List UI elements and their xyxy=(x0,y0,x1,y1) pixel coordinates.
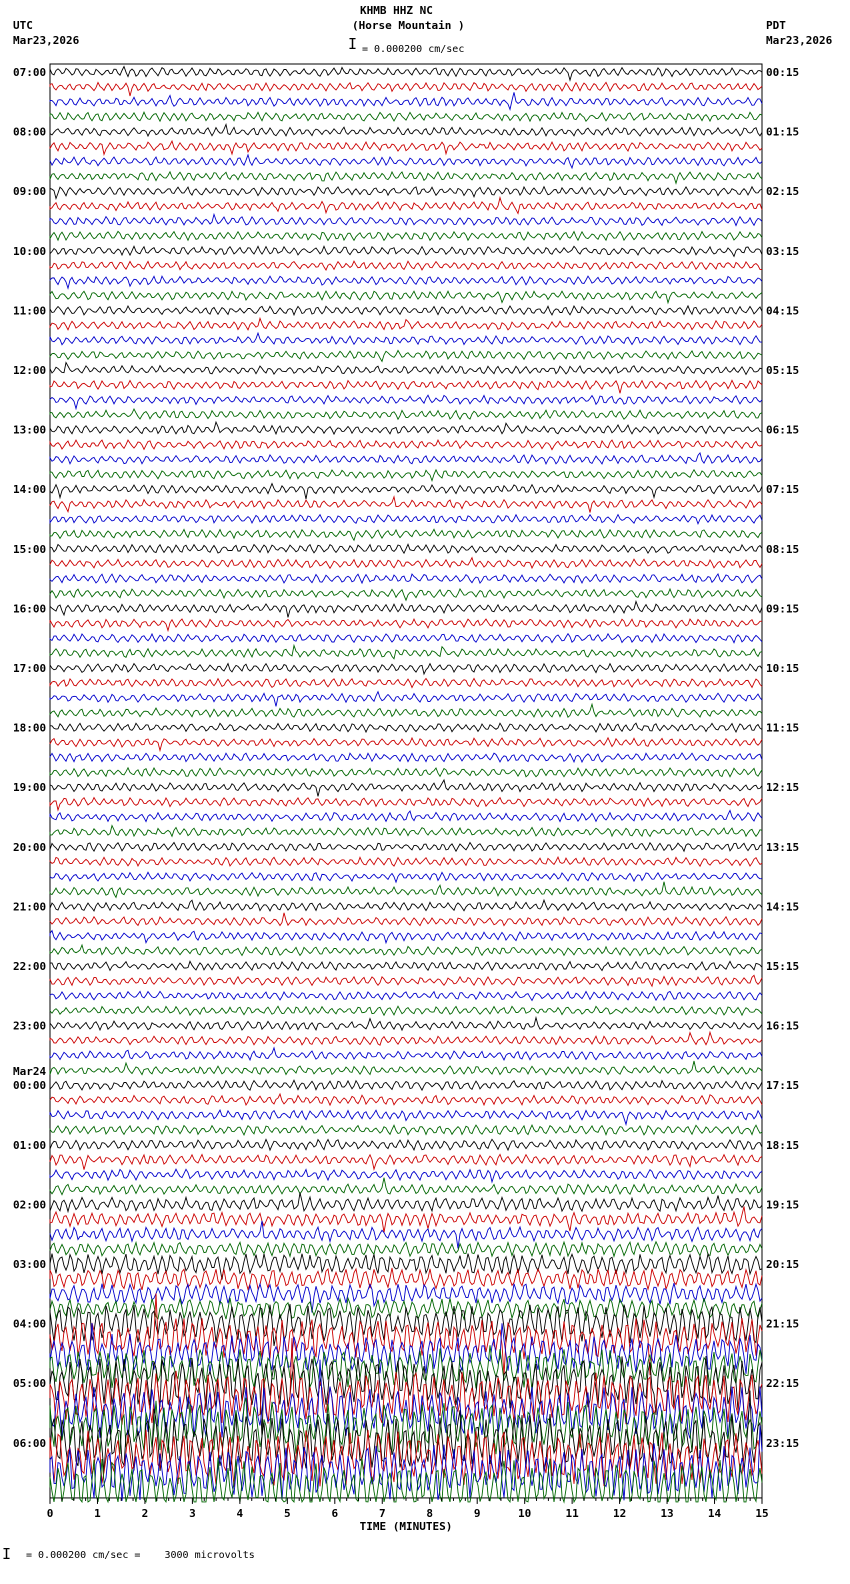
trace-line xyxy=(50,380,762,393)
trace-line xyxy=(50,246,762,256)
pdt-time-label: 14:15 xyxy=(766,900,800,914)
trace-line xyxy=(50,900,762,911)
utc-time-label: 03:00 xyxy=(13,1258,47,1271)
pdt-time-label: 12:15 xyxy=(766,781,800,795)
utc-time-label: 14:00 xyxy=(13,483,47,497)
trace-line xyxy=(50,991,762,1000)
utc-time-label: 22:00 xyxy=(13,960,47,973)
trace-line xyxy=(50,1018,762,1030)
trace-line xyxy=(50,231,762,240)
utc-time-label: 19:00 xyxy=(13,781,47,795)
pdt-time-label: 04:15 xyxy=(766,304,800,318)
trace-line xyxy=(50,634,762,643)
trace-line xyxy=(50,872,762,882)
utc-time-label: 23:00 xyxy=(13,1019,47,1033)
utc-time-label: 09:00 xyxy=(13,185,47,199)
trace-line xyxy=(50,1032,762,1045)
trace-line xyxy=(50,826,762,837)
trace-line xyxy=(50,843,762,852)
x-tick-label: 9 xyxy=(473,1506,481,1520)
trace-line xyxy=(50,409,762,419)
trace-line xyxy=(50,574,762,583)
footer-scale-icon: I xyxy=(2,1545,12,1563)
trace-line xyxy=(50,1242,762,1257)
trace-line xyxy=(50,67,762,81)
trace-line xyxy=(50,1207,762,1233)
utc-time-label: 06:00 xyxy=(13,1436,47,1450)
utc-time-label: 15:00 xyxy=(13,542,47,556)
pdt-time-label: 01:15 xyxy=(766,125,800,139)
trace-line xyxy=(50,679,762,688)
trace-line xyxy=(50,422,762,434)
right-timezone: PDT xyxy=(766,19,786,32)
trace-line xyxy=(50,470,762,481)
trace-line xyxy=(50,529,762,540)
trace-line xyxy=(50,1110,762,1124)
trace-line xyxy=(50,975,762,986)
utc-time-label: 10:00 xyxy=(13,244,47,258)
trace-line xyxy=(50,664,762,674)
trace-line xyxy=(50,753,762,762)
pdt-time-label: 18:15 xyxy=(766,1138,800,1152)
trace-line xyxy=(50,214,762,225)
trace-line xyxy=(50,1154,762,1169)
day-change-label: Mar24 xyxy=(13,1065,47,1079)
pdt-time-label: 09:15 xyxy=(766,602,800,616)
pdt-time-label: 22:15 xyxy=(766,1377,800,1391)
trace-line xyxy=(50,261,762,270)
trace-line xyxy=(50,544,762,553)
trace-line xyxy=(50,857,762,866)
utc-time-label: 00:00 xyxy=(13,1079,47,1093)
trace-line xyxy=(50,318,762,329)
trace-line xyxy=(50,723,762,732)
x-tick-label: 3 xyxy=(189,1506,196,1520)
trace-line xyxy=(50,1139,762,1150)
trace-line xyxy=(50,558,762,569)
trace-line xyxy=(50,82,762,96)
trace-line xyxy=(50,497,762,513)
trace-line xyxy=(50,1094,762,1105)
trace-line xyxy=(50,306,762,315)
utc-time-label: 11:00 xyxy=(13,304,47,318)
pdt-time-label: 02:15 xyxy=(766,185,800,199)
x-tick-label: 14 xyxy=(707,1506,722,1520)
utc-time-label: 02:00 xyxy=(13,1198,47,1212)
x-tick-label: 1 xyxy=(94,1506,101,1520)
utc-time-label: 18:00 xyxy=(13,721,47,735)
trace-line xyxy=(50,141,762,154)
x-axis-label: TIME (MINUTES) xyxy=(359,1519,453,1533)
pdt-time-label: 19:15 xyxy=(766,1198,800,1212)
utc-time-label: 01:00 xyxy=(13,1138,47,1152)
left-timezone: UTC xyxy=(13,19,33,32)
trace-line xyxy=(50,1429,762,1486)
trace-line xyxy=(50,1169,762,1182)
left-date: Mar23,2026 xyxy=(13,34,80,47)
x-tick-label: 8 xyxy=(426,1506,434,1520)
pdt-time-label: 11:15 xyxy=(766,721,800,735)
trace-line xyxy=(50,112,762,121)
trace-line xyxy=(50,913,762,926)
pdt-time-label: 23:15 xyxy=(766,1436,800,1450)
utc-time-label: 07:00 xyxy=(13,66,47,79)
trace-line xyxy=(50,961,762,970)
trace-line xyxy=(50,92,762,109)
trace-line xyxy=(50,1293,762,1375)
pdt-time-label: 08:15 xyxy=(766,542,800,556)
trace-line xyxy=(50,1048,762,1060)
station-location: (Horse Mountain ) xyxy=(352,19,465,32)
trace-line xyxy=(50,1061,762,1075)
utc-time-label: 05:00 xyxy=(13,1377,47,1391)
right-date: Mar23,2026 xyxy=(766,34,833,47)
utc-time-label: 13:00 xyxy=(13,423,47,437)
trace-line xyxy=(50,810,762,821)
pdt-time-label: 21:15 xyxy=(766,1317,800,1331)
trace-line xyxy=(50,646,762,659)
x-tick-label: 11 xyxy=(565,1506,579,1520)
utc-time-label: 20:00 xyxy=(13,840,47,854)
x-tick-label: 4 xyxy=(236,1506,244,1520)
pdt-time-label: 13:15 xyxy=(766,840,800,854)
trace-line xyxy=(50,276,762,288)
trace-line xyxy=(50,172,762,184)
trace-line xyxy=(50,798,762,810)
trace-line xyxy=(50,453,762,464)
utc-time-label: 08:00 xyxy=(13,125,47,139)
trace-line xyxy=(50,882,762,898)
x-tick-label: 15 xyxy=(755,1506,769,1520)
pdt-time-label: 00:15 xyxy=(766,66,800,79)
trace-line xyxy=(50,1006,762,1015)
trace-line xyxy=(50,440,762,450)
pdt-time-label: 05:15 xyxy=(766,364,800,377)
pdt-time-label: 16:15 xyxy=(766,1019,800,1033)
trace-line xyxy=(50,155,762,168)
utc-time-label: 16:00 xyxy=(13,602,47,616)
x-tick-label: 7 xyxy=(378,1506,386,1520)
trace-line xyxy=(50,198,762,214)
pdt-time-label: 15:15 xyxy=(766,960,800,973)
trace-line xyxy=(50,333,762,345)
pdt-time-label: 20:15 xyxy=(766,1258,800,1271)
utc-time-label: 17:00 xyxy=(13,662,47,675)
x-tick-label: 6 xyxy=(331,1506,339,1520)
trace-line xyxy=(50,931,762,943)
utc-time-label: 21:00 xyxy=(13,900,47,914)
trace-line xyxy=(50,768,762,777)
x-tick-label: 13 xyxy=(660,1506,674,1520)
trace-line xyxy=(50,780,762,796)
trace-line xyxy=(50,1125,762,1135)
trace-line xyxy=(50,1080,762,1090)
pdt-time-label: 06:15 xyxy=(766,423,800,437)
x-tick-label: 12 xyxy=(612,1506,627,1520)
trace-line xyxy=(50,187,762,199)
footer-scale-note: = 0.000200 cm/sec = 3000 microvolts xyxy=(26,1550,255,1561)
trace-line xyxy=(50,351,762,362)
scale-text: = 0.000200 cm/sec xyxy=(362,44,465,55)
pdt-time-label: 07:15 xyxy=(766,483,800,497)
trace-line xyxy=(50,704,762,717)
pdt-time-label: 17:15 xyxy=(766,1079,800,1093)
station-title: KHMB HHZ NC xyxy=(360,4,433,17)
trace-line xyxy=(50,1193,762,1212)
trace-line xyxy=(50,738,762,751)
trace-line xyxy=(50,692,762,707)
trace-line xyxy=(50,945,762,956)
x-tick-label: 2 xyxy=(141,1506,149,1520)
trace-line xyxy=(50,484,762,499)
trace-line xyxy=(50,602,762,618)
scale-bar-icon: I xyxy=(348,35,358,53)
trace-line xyxy=(50,291,762,303)
x-tick-label: 0 xyxy=(46,1506,54,1520)
utc-time-label: 12:00 xyxy=(13,364,47,377)
trace-line xyxy=(50,515,762,524)
x-tick-label: 10 xyxy=(518,1506,532,1520)
x-tick-label: 5 xyxy=(284,1506,291,1520)
trace-line xyxy=(50,1178,762,1195)
trace-line xyxy=(50,125,762,137)
utc-time-label: 04:00 xyxy=(13,1317,47,1331)
trace-line xyxy=(50,589,762,600)
trace-line xyxy=(50,619,762,631)
trace-line xyxy=(50,363,762,375)
pdt-time-label: 10:15 xyxy=(766,662,800,675)
pdt-time-label: 03:15 xyxy=(766,244,800,258)
trace-line xyxy=(50,395,762,408)
